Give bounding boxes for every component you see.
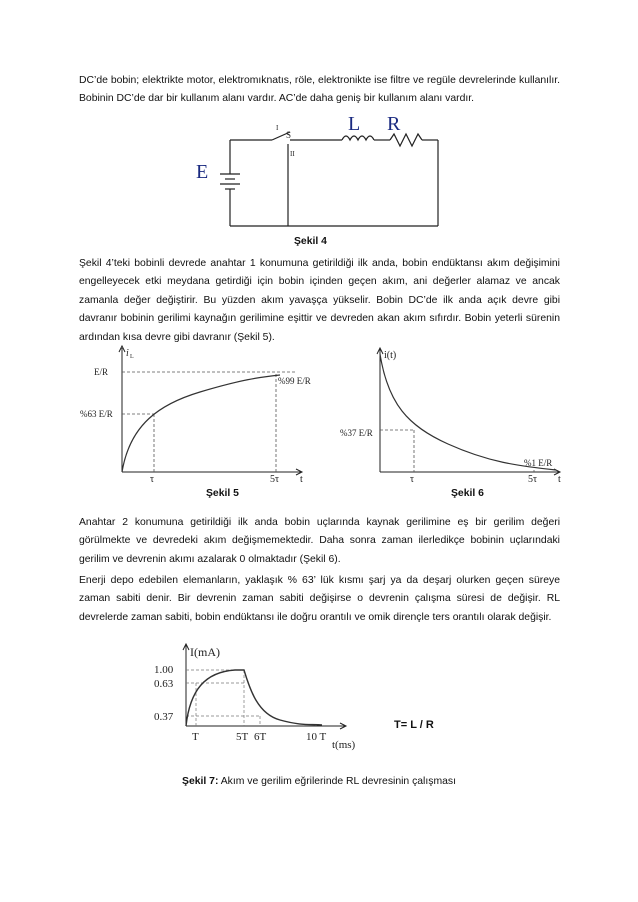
fig4-label-2: II <box>290 150 295 158</box>
paragraph-intro: DC’de bobin; elektrikte motor, elektromıknatıs, röle, elektronikte ise filtre ve regüle devrelerinde kullanılır. Bobinin DC’de dar bir kullanım alanı vardır. AC’de daha geniş bir kullanım alanı vardır. <box>79 75 560 105</box>
fig4-label-R: R <box>387 113 401 135</box>
figure4-caption: Şekil 4 <box>294 236 327 247</box>
fig5-label-tau: τ <box>150 474 155 485</box>
fig6-y-label: i(t) <box>384 350 397 361</box>
fig7-tick-6T: 6T <box>254 731 267 743</box>
figure4-circuit <box>190 113 450 226</box>
figure5-charge-graph <box>80 344 310 484</box>
fig6-label-t: t <box>558 474 561 485</box>
fig5-y-sub: L <box>130 354 134 360</box>
fig7-tick-100: 1.00 <box>154 664 174 676</box>
paragraph-switch-position-2: Anahtar 2 konumuna getirildiği ilk anda bobin uçlarında kaynak gerilimine eş bir gerilim değeri görülmekte ve devredeki akım değişmemektedir. Daha sonra zaman ilerledikçe bobinin uçlarındaki gerilim ve devrenin akımı azalarak 0 olmaktadır (Şekil 6). <box>79 517 560 565</box>
fig7-tick-063: 0.63 <box>154 678 174 690</box>
figure7-caption-text: Akım ve gerilim eğrilerinde RL devresinin çalışması <box>218 776 456 787</box>
paragraph-time-constant: Enerji depo edebilen elemanların, yaklaşık % 63’ lük kısmı şarj ya da deşarj olurken geçen süreye zaman sabiti denir. Bir devrenin zaman sabiti değişirse o devrenin çalışma süresi de değişir. RL devrelerde zaman sabiti, bobin endüktansı ile doğru orantılı ve omik dirençle ters orantılı olarak değişir. <box>79 575 560 623</box>
figure5-caption: Şekil 5 <box>206 488 239 499</box>
fig7-y-label: I(mA) <box>190 645 220 659</box>
fig4-label-L: L <box>348 113 361 135</box>
fig7-x-label: t(ms) <box>332 739 356 751</box>
fig5-label-t: t <box>300 474 303 485</box>
fig7-tick-5T: 5T <box>236 731 249 743</box>
figure6-caption: Şekil 6 <box>451 488 484 499</box>
fig5-label-5tau: 5τ <box>270 474 280 485</box>
fig5-label-63: %63 E/R <box>80 409 113 419</box>
fig5-label-ER: E/R <box>94 367 109 377</box>
fig6-label-37: %37 E/R <box>340 428 373 438</box>
paragraph-figure4-explanation: Şekil 4’teki bobinli devrede anahtar 1 konumuna getirildiği ilk anda, bobin endüktansı akım değişimini engelleyecek etki meydana getirdiği için bobin içinden geçen akım, ani değerler alamaz ve ancak zamanla değer değiştirir. Bu yüzden akım yavaşça yükselir. Bobin DC’de ilk anda açık devre gibi davranır bobinin gerilimi kaynağın gerilimine eşittir ve devreden akan akım sıfırdır. Bobin yeterli sürenin ardından kısa devre gibi davranır (Şekil 5). <box>79 258 560 343</box>
fig7-tick-T: T <box>192 731 199 743</box>
fig4-label-S: S <box>286 130 292 140</box>
fig6-label-tau: τ <box>410 474 415 485</box>
figure6-discharge-graph <box>338 344 568 484</box>
fig4-label-E: E <box>196 161 209 183</box>
fig5-label-99: %99 E/R <box>278 376 311 386</box>
fig4-label-1: I <box>276 124 279 132</box>
time-constant-formula: T= L / R <box>394 719 434 731</box>
figure7-caption <box>0 776 638 787</box>
fig6-label-1: %1 E/R <box>524 458 553 468</box>
fig5-y-label: i <box>126 348 129 359</box>
figure7-graph <box>150 640 380 760</box>
figure7-caption-bold: Şekil 7: <box>182 776 219 787</box>
fig6-label-5tau: 5τ <box>528 474 538 485</box>
fig7-tick-037: 0.37 <box>154 711 174 723</box>
fig7-tick-10T: 10 T <box>306 731 327 743</box>
